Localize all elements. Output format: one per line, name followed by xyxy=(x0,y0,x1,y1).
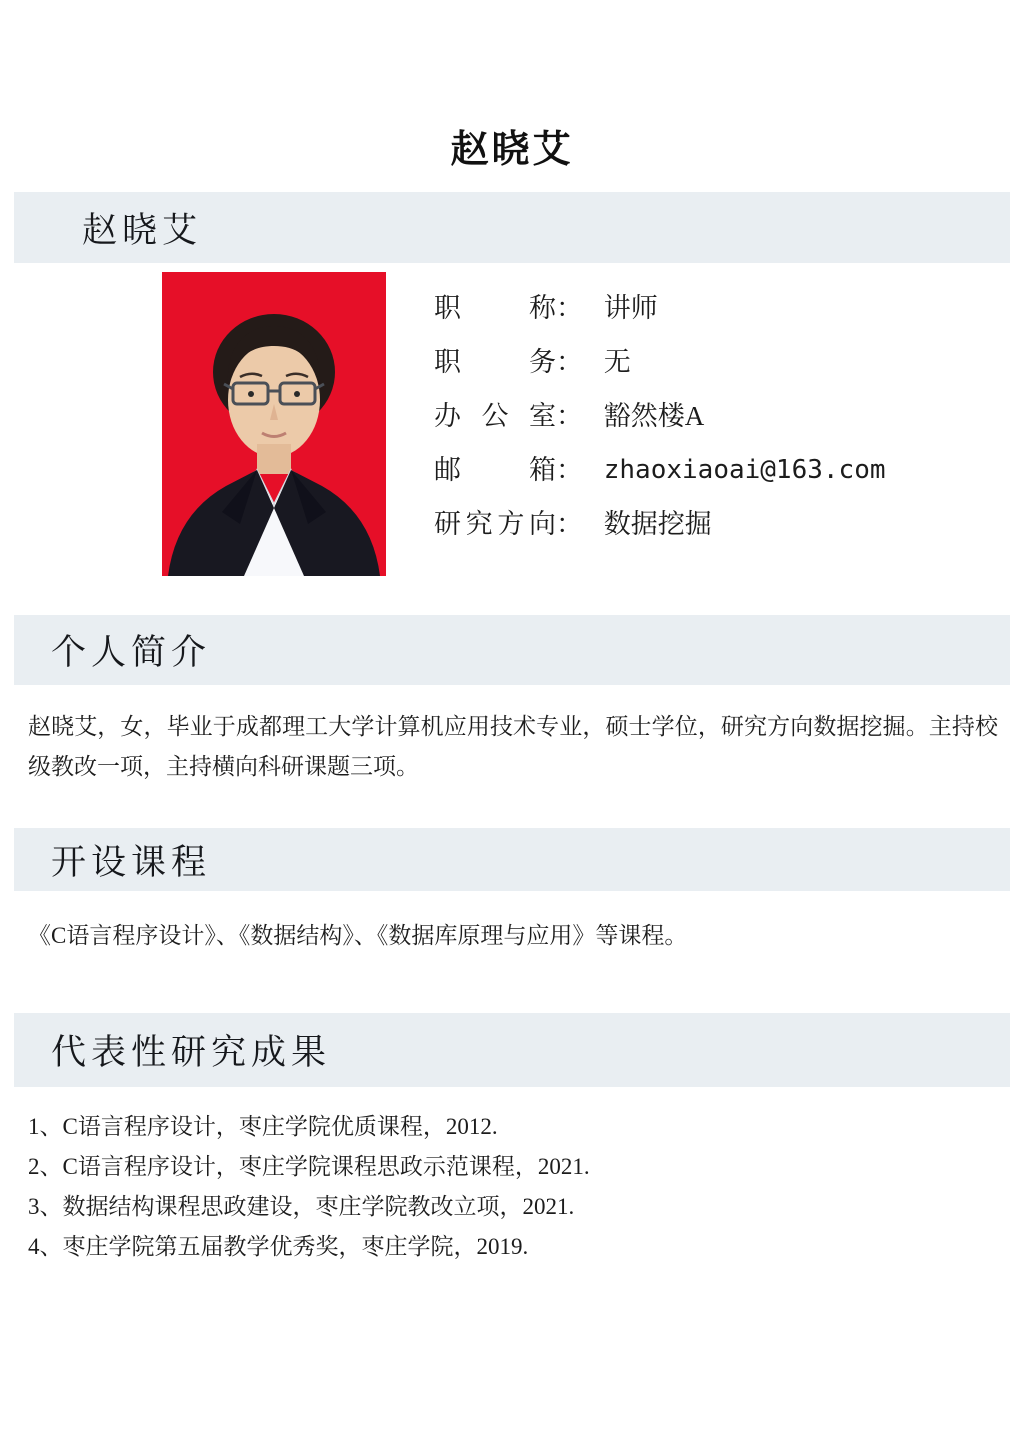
field-email-value: zhaoxiaoai@163.com xyxy=(603,455,886,485)
intro-paragraph: 赵晓艾，女，毕业于成都理工大学计算机应用技术专业，硕士学位，研究方向数据挖掘。主持校级教改一项，主持横向科研课题三项。 xyxy=(28,714,998,779)
field-title xyxy=(434,281,886,335)
section-header-achievements xyxy=(14,1013,1010,1087)
field-research-value: 数据挖掘 xyxy=(603,509,712,539)
field-office-label: 办公室 xyxy=(434,401,556,431)
field-title-value: 讲师 xyxy=(603,293,658,323)
colon: ： xyxy=(556,293,583,323)
section-header-courses-label: 开设课程 xyxy=(51,842,212,882)
section-header-courses xyxy=(14,828,1010,891)
profile-info-list xyxy=(434,281,886,551)
field-research xyxy=(434,497,886,551)
achievement-item: 3、数据结构课程思政建设，枣庄学院教改立项，2021. xyxy=(28,1194,575,1219)
achievements-list xyxy=(28,1107,998,1267)
name-header-band xyxy=(14,192,1010,263)
achievement-item: 2、C语言程序设计，枣庄学院课程思政示范课程，2021. xyxy=(28,1154,590,1179)
name-header-label: 赵晓艾 xyxy=(82,210,203,250)
field-position-value: 无 xyxy=(603,347,631,377)
page-title: 赵晓艾 xyxy=(450,129,574,171)
colon: ： xyxy=(556,401,583,431)
courses-paragraph: 《C语言程序设计》、《数据结构》、《数据库原理与应用》等课程。 xyxy=(28,923,688,948)
field-position-label: 职务 xyxy=(434,347,556,377)
field-email xyxy=(434,443,886,497)
section-header-intro-label: 个人简介 xyxy=(51,633,212,672)
portrait-photo xyxy=(162,272,386,576)
colon: ： xyxy=(556,347,583,377)
section-header-achievements-label: 代表性研究成果 xyxy=(51,1033,332,1072)
field-research-label: 研究方向 xyxy=(434,509,556,539)
field-title-label: 职称 xyxy=(434,293,556,323)
section-header-intro xyxy=(14,615,1010,685)
field-position xyxy=(434,335,886,389)
achievement-item: 4、枣庄学院第五届教学优秀奖，枣庄学院，2019. xyxy=(28,1234,529,1259)
colon: ： xyxy=(556,455,583,485)
field-email-label: 邮箱 xyxy=(434,455,556,485)
colon: ： xyxy=(556,509,583,539)
field-office xyxy=(434,389,886,443)
field-office-value: 豁然楼A xyxy=(603,401,705,431)
achievement-item: 1、C语言程序设计，枣庄学院优质课程，2012. xyxy=(28,1114,498,1139)
